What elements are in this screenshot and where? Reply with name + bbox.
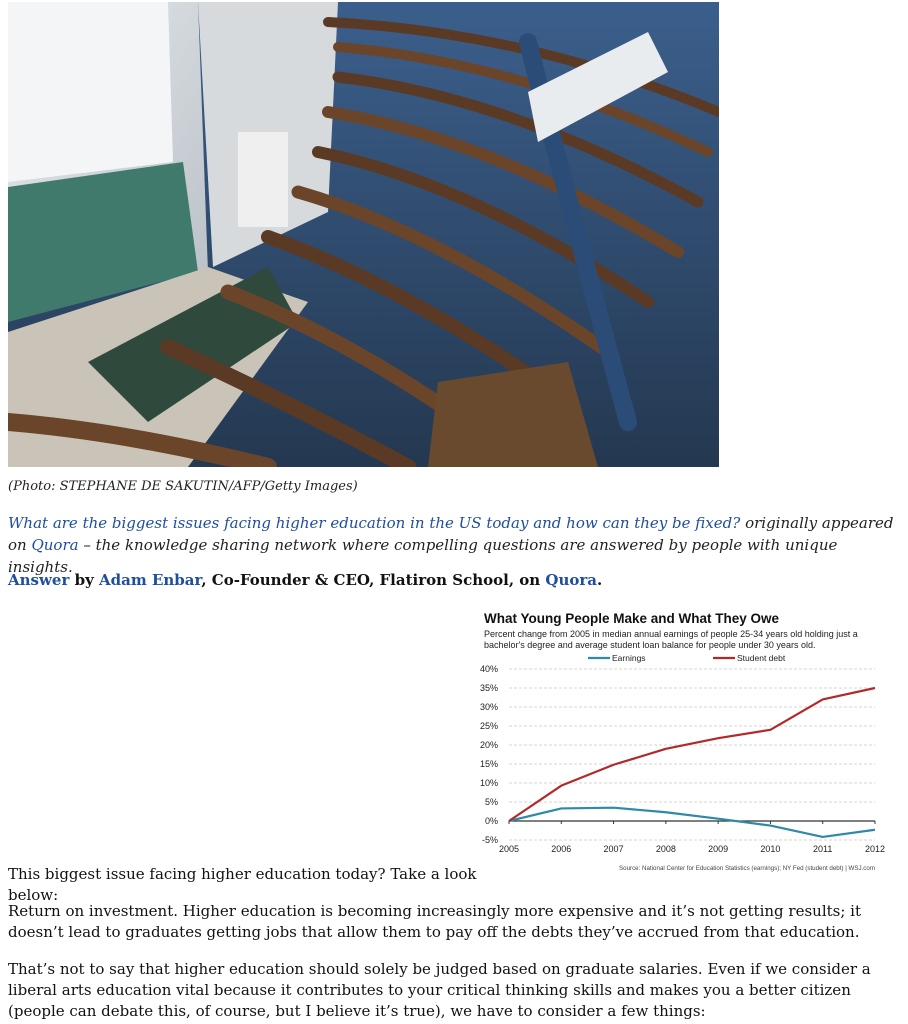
y-tick-label: 35% (479, 683, 498, 693)
photo-caption: (Photo: STEPHANE DE SAKUTIN/AFP/Getty Images) (8, 479, 358, 494)
paragraph-liberal-arts: That’s not to say that higher education should solely be judged based on graduate salaries. Even if we consider a liberal arts education vital because it contributes to your critical thinking skills and makes you a better citizen (people can debate this, of course, but I believe it’s true), we have to consider a few things: (8, 960, 871, 1020)
y-tick-label: 40% (479, 664, 498, 674)
intro-quora-link[interactable]: Quora (31, 536, 79, 554)
intro-mid-text: originally appeared on (8, 514, 894, 554)
x-tick-label: 2009 (708, 844, 729, 854)
chart-plot (478, 608, 888, 876)
author-link[interactable]: Adam Enbar (99, 571, 202, 589)
x-tick-label: 2007 (603, 844, 624, 854)
y-tick-label: 20% (479, 740, 498, 750)
y-tick-label: 0% (484, 816, 498, 826)
earnings-debt-chart (478, 608, 888, 876)
intro-tail-text: – the knowledge sharing network where compelling questions are answered by people with unique insights. (8, 536, 838, 576)
y-tick-label: -5% (481, 835, 498, 845)
answer-quora-link[interactable]: Quora (545, 571, 598, 589)
x-tick-label: 2010 (760, 844, 781, 854)
paragraph-roi: Return on investment. Higher education is becoming increasingly more expensive and it’s not getting results; it doesn’t lead to graduates getting jobs that allow them to pay off the debts they’ve accrued from that education. (8, 902, 861, 941)
answer-link[interactable]: Answer (8, 571, 70, 589)
y-tick-label: 10% (479, 778, 498, 788)
x-tick-label: 2011 (813, 844, 833, 854)
series-line-earnings (509, 808, 875, 837)
chart-subtitle: Percent change from 2005 in median annual earnings of people 25-34 years old holding just a bachelor's degree and average student loan balance for people under 30 years old. (484, 629, 858, 650)
series-line-student-debt (509, 688, 875, 821)
x-tick-label: 2006 (551, 844, 572, 854)
lecture-hall-illustration (8, 2, 719, 467)
lecture-hall-photo (8, 2, 719, 467)
y-tick-label: 5% (484, 797, 498, 807)
y-tick-label: 25% (479, 721, 498, 731)
question-link[interactable]: What are the biggest issues facing higher education in the US today and how can they be fixed? (8, 514, 741, 532)
chart-title: What Young People Make and What They Owe (484, 611, 780, 626)
byline-by: by (69, 571, 100, 589)
byline-end: . (597, 571, 603, 589)
chart-source: Source: National Center for Education Statistics (earnings); NY Fed (student debt) | WSJ.com (619, 865, 875, 872)
x-tick-label: 2005 (498, 844, 520, 854)
x-tick-label: 2008 (655, 844, 676, 854)
y-tick-label: 15% (479, 759, 498, 769)
paragraph-intro-question: This biggest issue facing higher education today? Take a look below: (8, 865, 477, 904)
y-tick-label: 30% (479, 702, 498, 712)
legend-label: Student debt (737, 653, 786, 663)
answer-byline (8, 569, 898, 591)
x-tick-label: 2012 (864, 844, 886, 854)
byline-role: , Co-Founder & CEO, Flatiron School, on (201, 571, 546, 589)
legend-label: Earnings (612, 653, 646, 663)
